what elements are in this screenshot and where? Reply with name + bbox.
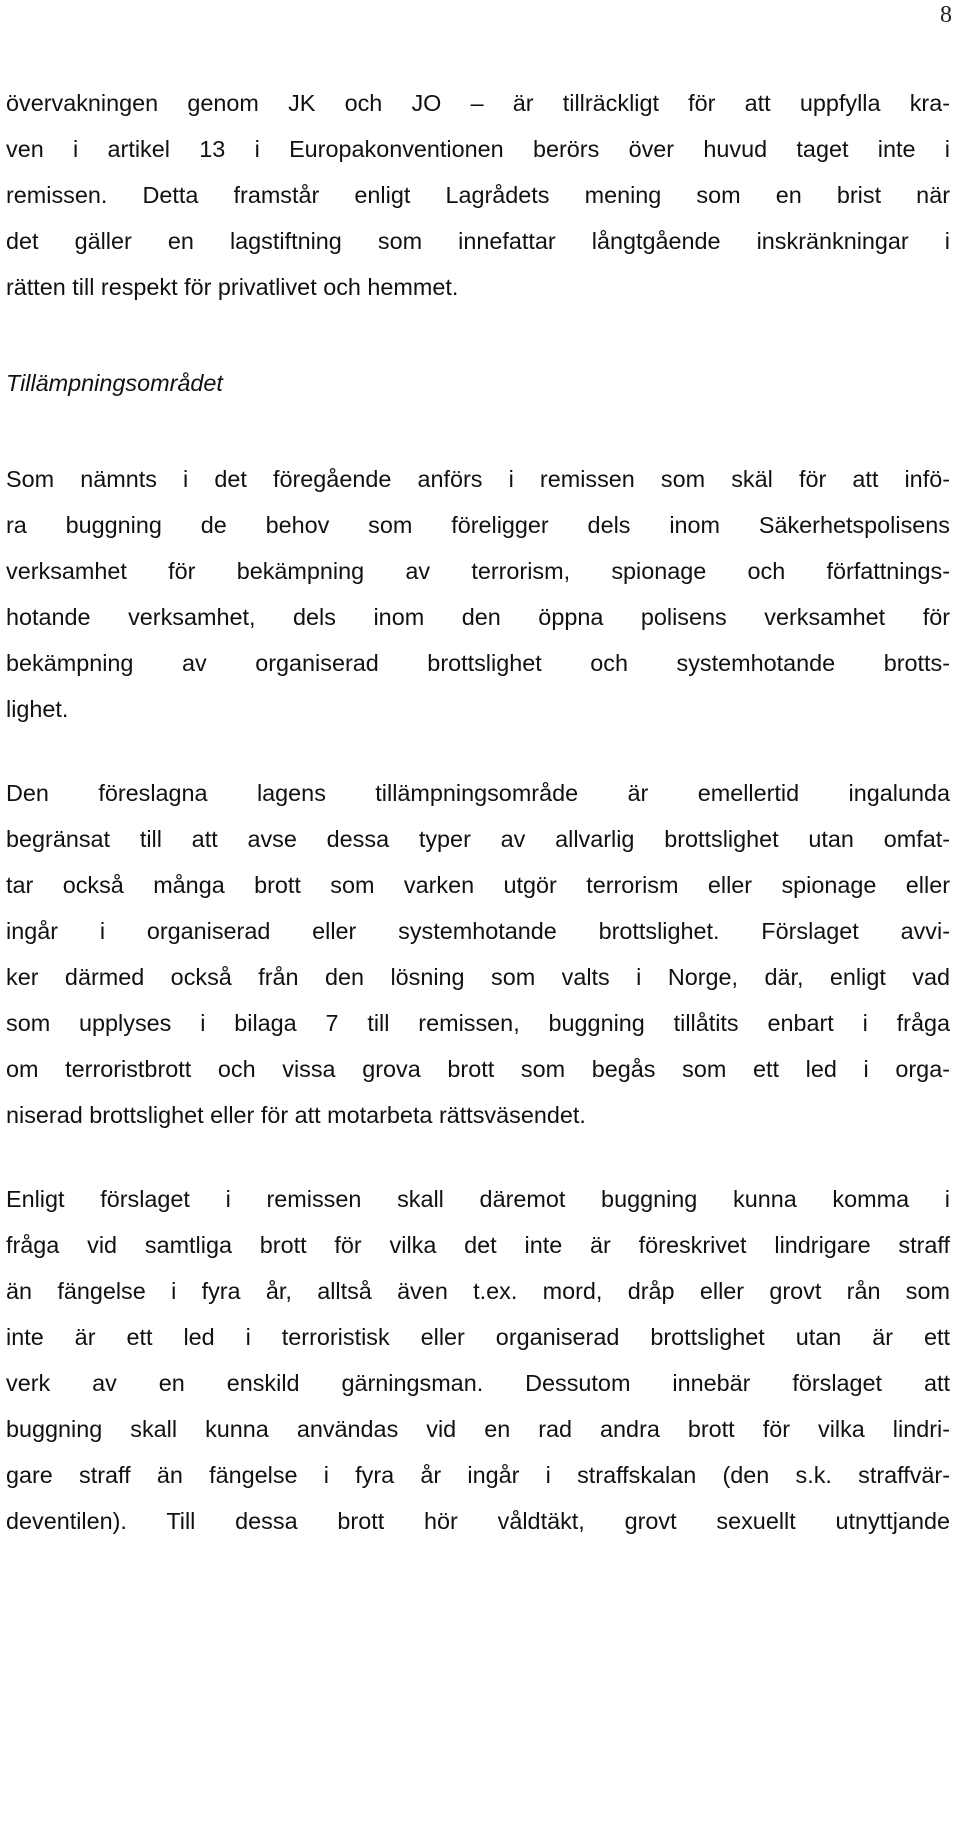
paragraph (6, 770, 950, 1138)
text-line: Den föreslagna lagens tillämpningsområde är emellertid ingalunda (6, 780, 950, 806)
text-line: fråga vid samtliga brott för vilka det inte är föreskrivet lindrigare straff (6, 1232, 950, 1258)
text-line: rätten till respekt för privatlivet och hemmet. (6, 274, 459, 300)
paragraph (6, 456, 950, 732)
text-line: övervakningen genom JK och JO – är tillräckligt för att uppfylla kra- (6, 90, 950, 116)
text-line: bekämpning av organiserad brottslighet och systemhotande brotts- (6, 650, 950, 676)
text-line: deventilen). Till dessa brott hör våldtäkt, grovt sexuellt utnyttjande (6, 1508, 950, 1534)
text-line: det gäller en lagstiftning som innefattar långtgående inskränkningar i (6, 228, 950, 254)
paragraph (6, 1176, 950, 1544)
text-line: tar också många brott som varken utgör terrorism eller spionage eller (6, 872, 950, 898)
paragraph (6, 80, 950, 310)
text-line: ven i artikel 13 i Europakonventionen berörs över huvud taget inte i (6, 136, 950, 162)
text-line: niserad brottslighet eller för att motarbeta rättsväsendet. (6, 1102, 586, 1128)
text-line: än fängelse i fyra år, alltså även t.ex. mord, dråp eller grovt rån som (6, 1278, 950, 1304)
text-line: lighet. (6, 696, 69, 722)
text-line: remissen. Detta framstår enligt Lagrådets mening som en brist när (6, 182, 950, 208)
text-line: Enligt förslaget i remissen skall däremot buggning kunna komma i (6, 1186, 950, 1212)
text-line: hotande verksamhet, dels inom den öppna polisens verksamhet för (6, 604, 950, 630)
text-line: Som nämnts i det föregående anförs i remissen som skäl för att infö- (6, 466, 950, 492)
text-line: gare straff än fängelse i fyra år ingår i straffskalan (den s.k. straffvär- (6, 1462, 950, 1488)
text-line: om terroristbrott och vissa grova brott som begås som ett led i orga- (6, 1056, 950, 1082)
text-line: ker därmed också från den lösning som valts i Norge, där, enligt vad (6, 964, 950, 990)
document-body (6, 80, 950, 1544)
text-line: som upplyses i bilaga 7 till remissen, buggning tillåtits enbart i fråga (6, 1010, 950, 1036)
page-number: 8 (940, 2, 952, 28)
text-line: inte är ett led i terroristisk eller organiserad brottslighet utan är ett (6, 1324, 950, 1350)
text-line: ingår i organiserad eller systemhotande brottslighet. Förslaget avvi- (6, 918, 950, 944)
text-line: buggning skall kunna användas vid en rad andra brott för vilka lindri- (6, 1416, 950, 1442)
text-line: begränsat till att avse dessa typer av allvarlig brottslighet utan omfat- (6, 826, 950, 852)
text-line: ra buggning de behov som föreligger dels inom Säkerhetspolisens (6, 512, 950, 538)
text-line: verk av en enskild gärningsman. Dessutom innebär förslaget att (6, 1370, 950, 1396)
text-line: verksamhet för bekämpning av terrorism, spionage och författnings- (6, 558, 950, 584)
section-heading: Tillämpningsområdet (6, 370, 223, 396)
